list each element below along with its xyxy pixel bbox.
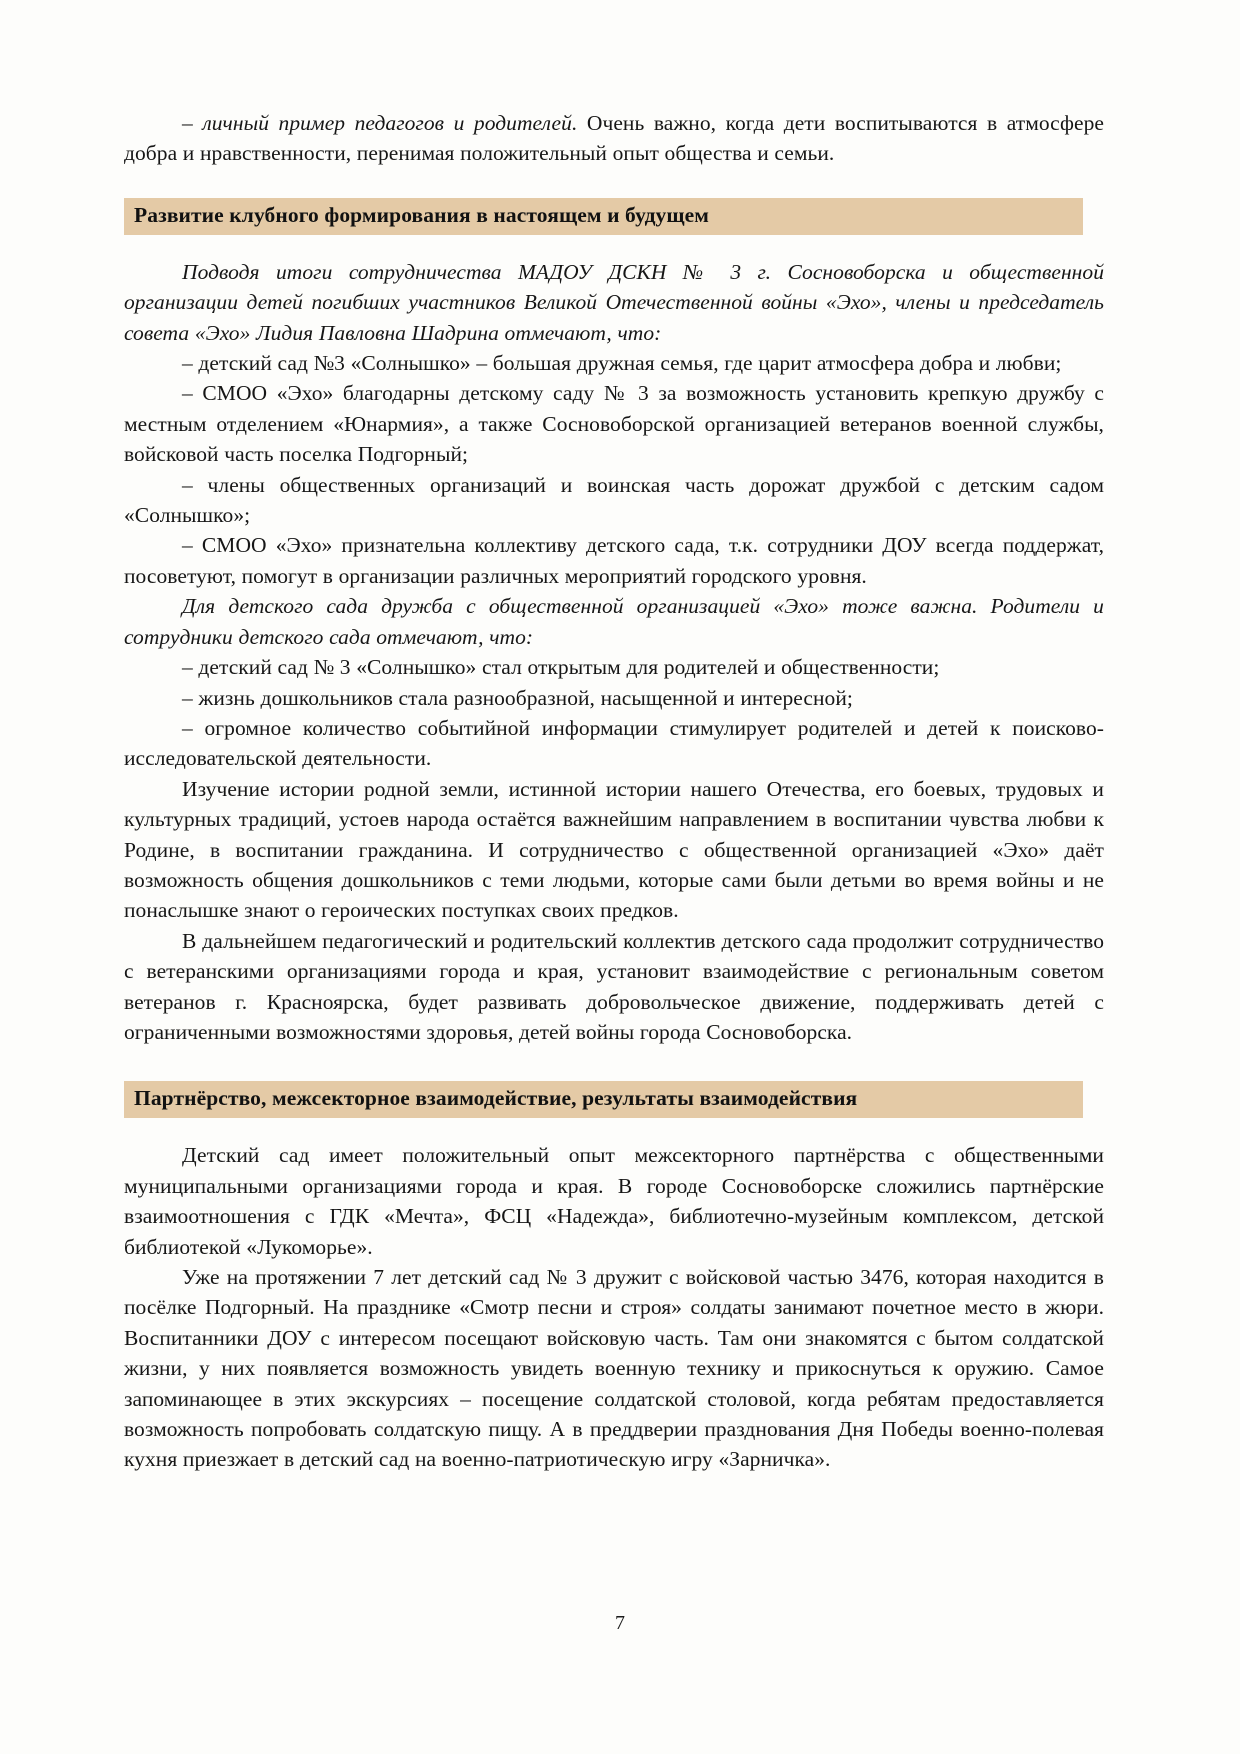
section-two-paragraph-1: Детский сад имеет положительный опыт межсекторного партнёрства с общественными муниципальными организациями города и края. В городе Сосновоборске сложились партнёрские взаимоотношения с ГДК «Мечта», ФСЦ «Надежда», библиотечно-музейным комплексом, детской библиотекой «Лукоморье». (124, 1143, 1104, 1259)
section-one-closing-paragraph-2: В дальнейшем педагогический и родительский коллектив детского сада продолжит сотрудничество с ветеранскими организациями города и края, установит взаимодействие с региональным советом ветеранов г. Красноярска, будет развивать добровольческое движение, поддерживать детей с ограниченными возможностями здоровья, детей войны города Сосновоборска. (124, 928, 1104, 1044)
page-number: 7 (615, 1612, 625, 1634)
top-paragraph-italic-lead: – личный пример педагогов и родителей. (182, 111, 578, 135)
section-heading-band-two (124, 1081, 1083, 1118)
page-content (124, 108, 1104, 1475)
section-one-intro-italic: Подводя итоги сотрудничества МАДОУ ДСКН № 3 г. Сосновоборска и общественной организации детей погибших участников Великой Отечественной войны «Эхо», члены и председатель совета «Эхо» Лидия Павловна Шадрина отмечают, что: (124, 259, 1104, 345)
section-one-bullet-5: – детский сад № 3 «Солнышко» стал открытым для родителей и общественности; (182, 655, 940, 680)
section-two-paragraph-2: Уже на протяжении 7 лет детский сад № 3 дружит с войсковой частью 3476, которая находится в посёлке Подгорный. На празднике «Смотр песни и строя» солдаты занимают почетное место в жюри. Воспитанники ДОУ с интересом посещают войсковую часть. Там они знакомятся с бытом солдатской жизни, у них появляется возможность увидеть военную технику и прикоснуться к оружию. Самое запоминающее в этих экскурсиях – посещение солдатской столовой, когда ребятам предоставляется возможность попробовать солдатскую пищу. А в преддверии празднования Дня Победы военно-полевая кухня приезжает в детский сад на военно-патриотическую игру «Зарничка». (124, 1265, 1104, 1472)
section-one-bullet-4: – СМОО «Эхо» признательна коллективу детского сада, т.к. сотрудники ДОУ всегда поддержат, посоветуют, помогут в организации различных мероприятий городского уровня. (124, 533, 1104, 588)
section-one-closing-paragraph-1: Изучение истории родной земли, истинной истории нашего Отечества, его боевых, трудовых и культурных традиций, устоев народа остаётся важнейшим направлением в воспитании чувства любви к Родине, в воспитании гражданина. И сотрудничество с общественной организацией «Эхо» даёт возможность общения дошкольников с теми людьми, которые сами были детьми во время войны и не понаслышке знают о героических поступках своих предков. (124, 776, 1104, 923)
section-one-bullet-7: – огромное количество событийной информации стимулирует родителей и детей к поисково-исследовательской деятельности. (124, 715, 1104, 771)
section-one-bullet-2: – СМОО «Эхо» благодарны детскому саду № 3 за возможность установить крепкую дружбу с местным отделением «Юнармия», а также Сосновоборской организацией ветеранов военной службы, войсковой часть поселка Подгорный; (124, 381, 1104, 467)
section-two-heading: Партнёрство, межсекторное взаимодействие, результаты взаимодействия (134, 1086, 858, 1111)
top-paragraph-rest: Очень важно, когда дети воспитываются в атмосфере добра и нравственности, перенимая положительный опыт общества и семьи. (124, 111, 1105, 166)
section-one-bullet-6: – жизнь дошкольников стала разнообразной, насыщенной и интересной; (182, 685, 853, 710)
section-one-heading: Развитие клубного формирования в настоящем и будущем (134, 202, 710, 227)
section-one-bullet-3: – члены общественных организаций и воинская часть дорожат дружбой с детским садом «Солнышко»; (124, 472, 1104, 528)
section-heading-band-one (124, 198, 1083, 235)
section-one-bullet-1: – детский сад №3 «Солнышко» – большая дружная семья, где царит атмосфера добра и любви; (182, 351, 1062, 376)
paragraph-top (124, 108, 1104, 169)
section-one-second-italic: Для детского сада дружба с общественной организацией «Эхо» тоже важна. Родители и сотрудники детского сада отмечают, что: (124, 594, 1104, 649)
